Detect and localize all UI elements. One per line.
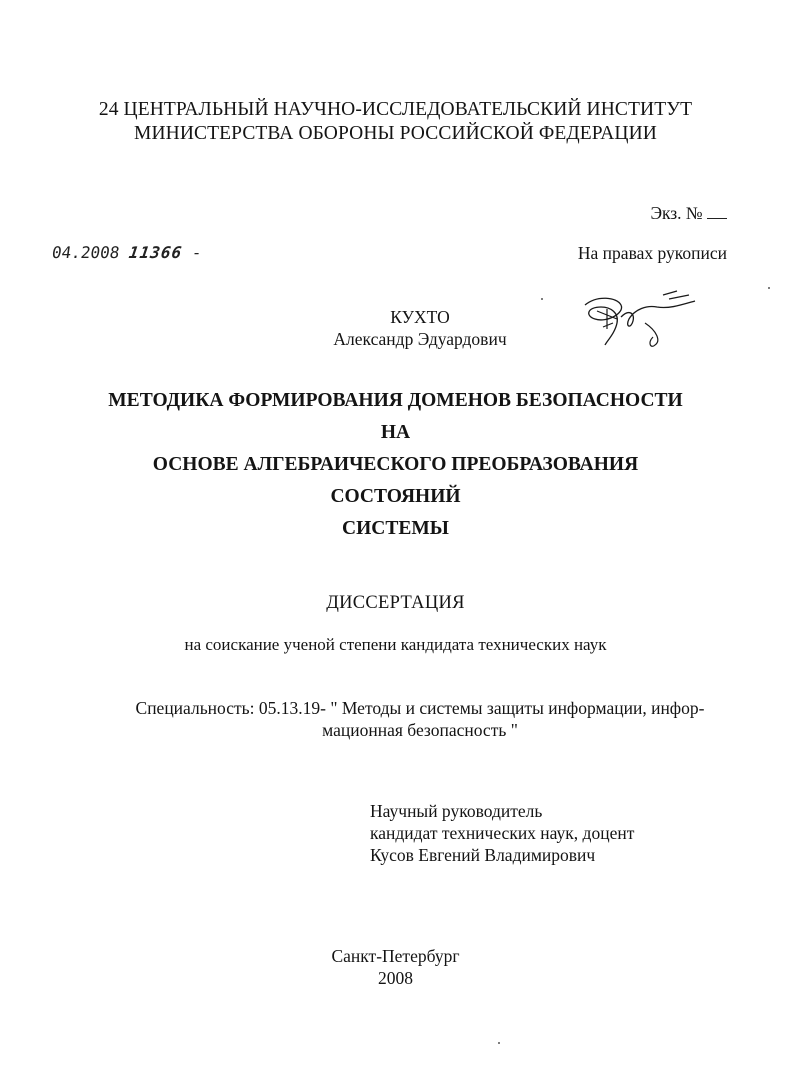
author-given-names: Александр Эдуардович <box>333 329 507 349</box>
place-and-year <box>0 945 791 989</box>
specialty-line-1: Специальность: 05.13.19- " Методы и системы защиты информации, инфор- <box>135 698 705 718</box>
institution-line-2: МИНИСТЕРСТВА ОБОРОНЫ РОССИЙСКОЙ ФЕДЕРАЦИИ <box>134 123 657 144</box>
scan-speck <box>541 298 543 300</box>
supervisor-block <box>370 800 634 866</box>
manuscript-rights: На правах рукописи <box>577 243 727 263</box>
scan-speck <box>768 287 770 289</box>
author-signature <box>577 283 707 353</box>
supervisor-credentials: кандидат технических наук, доцент <box>370 823 635 843</box>
institution-line-1: 24 ЦЕНТРАЛЬНЫЙ НАУЧНО-ИССЛЕДОВАТЕЛЬСКИЙ ИНСТИТУТ <box>98 99 693 120</box>
document-type: ДИССЕРТАЦИЯ <box>326 593 465 613</box>
stamp-date: 04.2008 <box>50 243 121 262</box>
stamp-dash: - <box>190 243 203 262</box>
title-line-3: СИСТЕМЫ <box>342 518 449 539</box>
supervisor-name: Кусов Евгений Владимирович <box>370 845 596 865</box>
author-block <box>300 306 540 350</box>
title-line-1: МЕТОДИКА ФОРМИРОВАНИЯ ДОМЕНОВ БЕЗОПАСНОСТИ НА <box>108 390 683 443</box>
stamp-number: 11366 <box>127 243 184 262</box>
dissertation-title <box>100 385 691 545</box>
title-line-2: ОСНОВЕ АЛГЕБРАИЧЕСКОГО ПРЕОБРАЗОВАНИЯ СОСТОЯНИЙ <box>152 454 639 507</box>
copy-number <box>650 203 727 224</box>
copy-number-blank <box>707 204 727 219</box>
library-stamp <box>51 243 203 262</box>
year: 2008 <box>378 968 413 988</box>
copy-number-label: Экз. № <box>650 203 703 223</box>
scan-speck <box>498 1042 500 1044</box>
place: Санкт-Петербург <box>331 946 460 966</box>
specialty-line-2: мационная безопасность " <box>322 720 518 740</box>
degree-statement: на соискание ученой степени кандидата технических наук <box>184 635 607 654</box>
author-surname: КУХТО <box>390 307 450 327</box>
specialty <box>100 697 740 741</box>
supervisor-role: Научный руководитель <box>370 801 543 821</box>
institution-header <box>0 98 791 146</box>
